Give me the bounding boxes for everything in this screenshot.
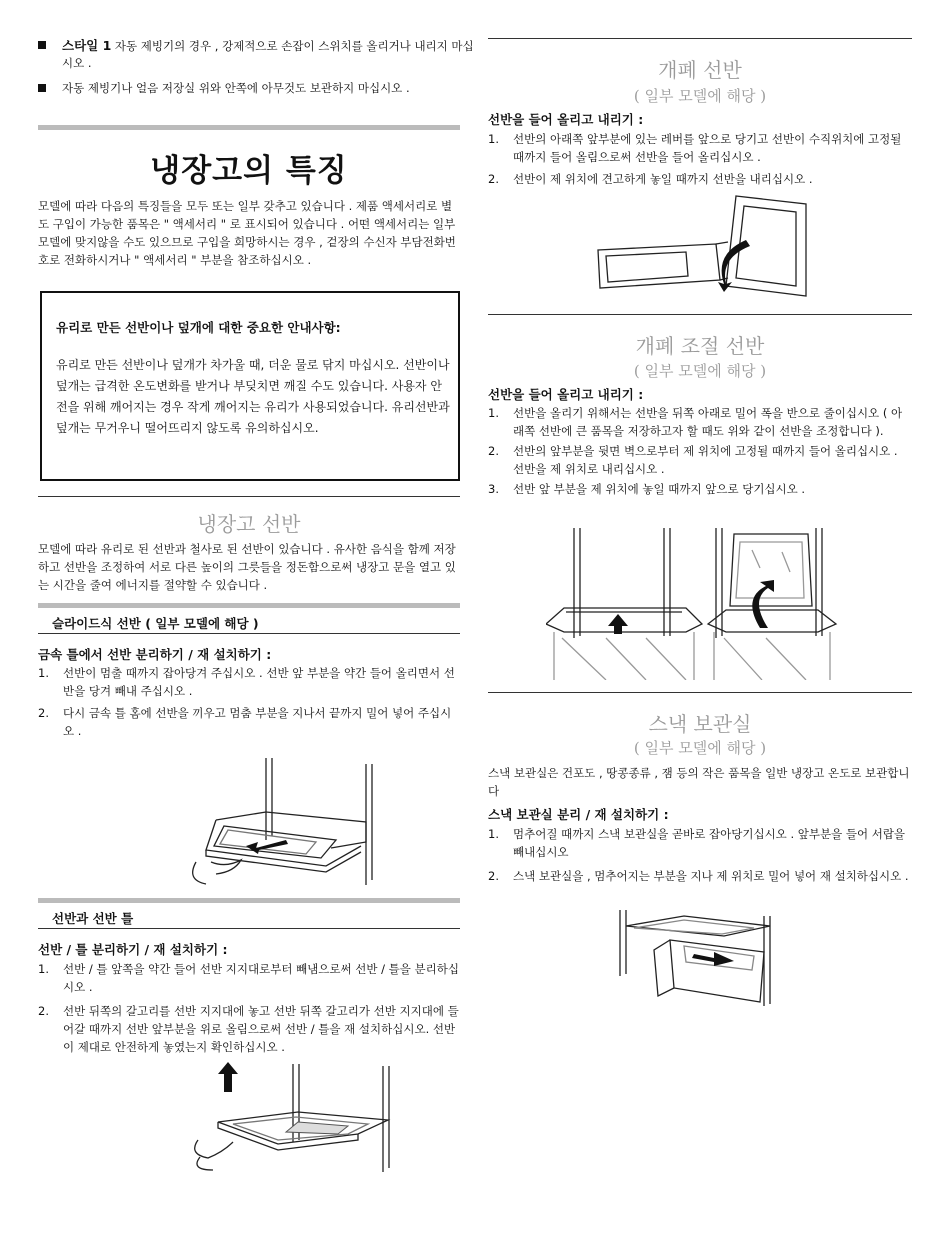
flip-adjust-subheading: 선반을 들어 올리고 내리기 : [488, 387, 644, 402]
step-text: 선반의 앞부분을 뒷면 벽으로부터 제 위치에 고정될 때까지 들어 올리십시오 . 선반을 제 위치로 내리십시오 . [513, 444, 898, 476]
step-item [488, 170, 912, 188]
step-item [38, 1002, 460, 1056]
shelf-frame-subheading: 선반 / 틀 분리하기 / 재 설치하기 : [38, 942, 228, 957]
sliding-shelf-subheading: 금속 틀에서 선반 분리하기 / 재 설치하기 : [38, 647, 272, 662]
section-divider [38, 496, 460, 497]
step-item [488, 480, 912, 498]
flip-adjust-title: 개폐 조절 선반 [635, 334, 765, 358]
step-text: 선반이 제 위치에 견고하게 놓일 때까지 선반을 내리십시오 . [513, 172, 813, 186]
step-number: 1. [38, 962, 49, 976]
sliding-shelf-heading: 슬라이드식 선반 ( 일부 모델에 해당 ) [52, 616, 259, 631]
step-text: 선반 앞 부분을 제 위치에 놓일 때까지 앞으로 당기십시오 . [513, 482, 806, 496]
section-divider [488, 38, 912, 39]
step-text: 선반을 올리기 위해서는 선반을 뒤쪽 아래로 밀어 폭을 반으로 줄이십시오 ( 아래쪽 선반에 큰 품목을 저장하고자 할 때도 위와 같이 선반을 조정합니다 ). [513, 406, 903, 438]
snack-subtitle: ( 일부 모델에 해당 ) [633, 739, 767, 757]
step-text: 선반 뒤쪽의 갈고리를 선반 지지대에 놓고 선반 뒤쪽 갈고리가 선반 지지대에 들어갈 때까지 선반 앞부분을 위로 올림으로써 선반 / 틀을 재 설치하십시오. 선반이 제대로 안전하게 놓였는지 확인하십시오 . [63, 1004, 459, 1054]
shelf-frame-steps [38, 960, 460, 1056]
step-item [488, 130, 912, 166]
step-number: 2. [488, 869, 499, 883]
subsection-divider [38, 603, 460, 608]
step-number: 3. [488, 482, 499, 496]
snack-steps [488, 825, 912, 885]
section-divider [38, 125, 460, 130]
subsection-divider [38, 898, 460, 903]
flip-adjust-subtitle: ( 일부 모델에 해당 ) [633, 362, 767, 380]
step-item [488, 442, 912, 478]
flip-adjust-illustration [546, 528, 890, 680]
step-item [488, 867, 912, 885]
bullet-square-icon [38, 84, 46, 92]
bullet-item [38, 37, 482, 72]
step-number: 1. [38, 666, 49, 680]
shelves-intro: 모델에 따라 유리로 된 선반과 철사로 된 선반이 있습니다 . 유사한 음식을 함께 저장하고 선반을 조정하여 서로 다른 높이의 그릇들을 정돈함으로써 냉장고 문을 열고 있는 시간을 줄여 에너지를 절약할 수 있습니다 . [38, 542, 456, 592]
sliding-shelf-steps [38, 664, 460, 740]
shelf-frame-heading: 선반과 선반 틀 [52, 911, 134, 926]
step-number: 1. [488, 406, 499, 420]
features-intro: 모델에 따라 다음의 특징들을 모두 또는 일부 갖추고 있습니다 . 제품 액세서리로 별도 구입이 가능한 품목은 " 액세서리 " 로 표시되어 있습니다 . 어떤 액세서리는 일부 모델에 맞지않을 수도 있으므로 구입을 희망하시는 경우 , 겉장의 수신자 부담전화번호로 전화하시거나 " 액세서리 " 부분을 참조하십시오 . [38, 199, 456, 267]
snack-subheading: 스낵 보관실 분리 / 재 설치하기 : [488, 807, 669, 822]
section-divider [488, 692, 912, 693]
warning-box [40, 291, 460, 481]
snack-drawer-illustration [614, 906, 774, 1012]
subsection-divider [38, 633, 460, 634]
flip-shelf-illustration [596, 192, 812, 300]
step-number: 2. [488, 444, 499, 458]
bullet-text: 자동 제빙기의 경우 , 강제적으로 손잡이 스위치를 올리거나 내리지 마십시오 . [62, 39, 474, 70]
subsection-divider [38, 928, 460, 929]
shelf-frame-illustration [178, 1062, 398, 1172]
step-text: 멈추어질 때까지 스낵 보관실을 곧바로 잡아당기십시오 . 앞부분을 들어 서랍을 빼내십시오 [513, 827, 906, 859]
flip-shelf-subtitle: ( 일부 모델에 해당 ) [633, 87, 767, 105]
warning-title: 유리로 만든 선반이나 덮개에 대한 중요한 안내사항: [56, 320, 341, 335]
flip-adjust-steps [488, 404, 912, 498]
shelves-title: 냉장고 선반 [197, 512, 301, 536]
step-text: 선반 / 틀 앞쪽을 약간 들어 선반 지지대로부터 빼냄으로써 선반 / 틀을 분리하십시오 . [63, 962, 459, 994]
sliding-shelf-illustration [166, 750, 386, 885]
bullet-text: 자동 제빙기나 얼음 저장실 위와 안쪽에 아무것도 보관하지 마십시오 . [62, 81, 410, 95]
warning-body: 유리로 만든 선반이나 덮개가 차가울 때, 더운 물로 닦지 마십시오. 선반이나 덮개는 급격한 온도변화를 받거나 부딪치면 깨질 수도 있습니다. 사용자 안전을 위해 깨어지는 경우 작게 깨어지는 유리가 사용되었습니다. 유리선반과 덮개는 무거우니 떨어뜨리지 않도록 유의하십시오. [56, 358, 450, 435]
flip-shelf-steps [488, 130, 912, 188]
snack-intro: 스낵 보관실은 건포도 , 땅콩종류 , 잼 등의 작은 품목을 일반 냉장고 온도로 보관합니다 [488, 766, 910, 798]
flip-shelf-subheading: 선반을 들어 올리고 내리기 : [488, 112, 644, 127]
step-item [488, 825, 912, 861]
step-item [488, 404, 912, 440]
step-text: 선반의 아래쪽 앞부분에 있는 레버를 앞으로 당기고 선반이 수직위치에 고정될 때까지 들어 올림으로써 선반을 들어 올리십시오 . [513, 132, 902, 164]
step-text: 다시 금속 틀 홈에 선반을 끼우고 멈춤 부분을 지나서 끝까지 밀어 넣어 주십시오 . [63, 706, 452, 738]
step-text: 선반이 멈출 때까지 잡아당겨 주십시오 . 선반 앞 부분을 약간 들어 올리면서 선반을 당겨 빼내 주십시오 . [63, 666, 455, 698]
flip-shelf-title: 개폐 선반 [658, 58, 742, 82]
step-number: 2. [38, 706, 49, 720]
bullet-bold: 스타일 1 [62, 38, 112, 53]
step-item [38, 704, 460, 740]
page-title: 냉장고의 특징 [150, 153, 348, 189]
step-item [38, 960, 460, 996]
bullet-item [38, 80, 482, 97]
snack-title: 스낵 보관실 [648, 712, 752, 736]
step-text: 스낵 보관실을 , 멈추어지는 부분을 지나 제 위치로 밀어 넣어 재 설치하십시오 . [513, 869, 909, 883]
step-number: 2. [38, 1004, 49, 1018]
step-item [38, 664, 460, 700]
bullet-square-icon [38, 41, 46, 49]
step-number: 1. [488, 827, 499, 841]
section-divider [488, 314, 912, 315]
step-number: 2. [488, 172, 499, 186]
step-number: 1. [488, 132, 499, 146]
